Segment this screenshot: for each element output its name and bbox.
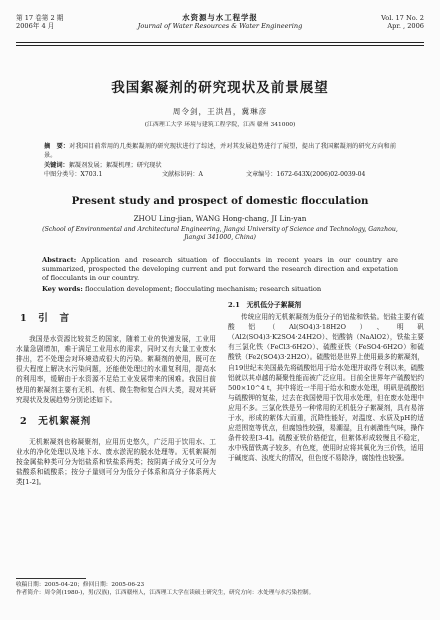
keywords-cn [44,161,396,170]
author-bio: 作者简介：周令剑(1980-)，男(汉族)，江西赣州人，江西理工大学在读硕士研究生，研究方向：水处理与水污染控制。 [16,590,315,597]
body-column-left [16,300,216,487]
article-number: 文章编号：1672-643X(2006)02-0039-04 [246,171,366,178]
keywords-cn-text: 絮凝剂发展；絮凝机理；研究现状 [68,162,162,169]
issue-date: 2006年 4 月 [16,22,55,30]
clc-number: 中图分类号：X703.1 [44,171,103,178]
title-en: Present study and prospect of domestic flocculation [71,195,369,207]
low-molecular-paragraph: 传统应用的无机絮凝剂为低分子的铝盐和铁盐。铝盐主要有硫酸铝（Al(SO4)3·18H2O）、明矾（Al2(SO4)3·K2SO4·24H2O）、铝酸钠（NaAlO2），铁盐主要有三氯化铁（FeCl3·6H2O）、硫酸亚铁（FeSO4·6H2O）和硫酸铁（Fe2(SO4)3·2H2O）。硫酸铝是世界上使用最多的絮凝剂，自19世纪末美国最先将硫酸铝用于给水处理并取得专利以来，硫酸铝就以其卓越的凝聚性能而被广泛应用。目前全世界年产硫酸铝约500×10^4 t，其中将近一半用于给水和废水处理，明矾是硫酸铝与硫酸钾的复盐，过去在我国使用于饮用水处理，但在废水处理中应用不多。三氯化铁是另一种常用的无机低分子絮凝剂，具有易溶于水，形成的絮体大而重，沉降性能好，对温度、水质及pH的适应范围宽等优点，但腐蚀性较强，易潮湿，且有刺激性气味，操作条件较差[3-4]。硫酸亚铁价格便宜，但絮体形成较慢且不稳定，水中残留铁离子较多，有色度，使用时应将其氧化为三价铁，适用于碱度高、浊度大的情况，但色度不易除净，腐蚀性也较强。 [228,313,424,463]
inorganic-paragraph: 无机絮凝剂也称凝聚剂，应用历史悠久，广泛用于饮用水、工业水的净化处理以及地下水、废水淤泥的脱水处理等。无机絮凝剂按金属盐种类可分为铝盐系和铁盐系两类；按阴离子成分又可分为盐酸系和硫酸系；按分子量则可分为低分子体系和高分子体系两大类[1-2]。 [16,437,216,487]
footnote-rule [16,578,86,579]
title-cn: 我国絮凝剂的研究现状及前景展望 [111,80,329,96]
classification-meta [44,170,396,179]
document-code: 文献标识码：A [162,171,203,178]
keywords-en-label: Key words: [42,285,83,293]
keywords-en [42,285,398,294]
header-rule [16,42,424,43]
section-heading-introduction: 1 引 言 [20,313,71,324]
abstract-en-text: Application and research situation of flocculants in recent years in our country are summarized, prospected the developing current and put forward the research direction and expetation of flocculants in our country. [42,256,398,283]
issue-volume: 第 17 卷第 2 期 [16,14,64,22]
authors-en: ZHOU Ling-jian, WANG Hong-chang, JI Lin-yan [133,214,307,223]
affiliation-en: (School of Environmental and Architectural Engineering, Jiangxi University of Science and Technology, Ganzhou, Jiangxi 341000, China) [42,226,398,242]
keywords-cn-label: 关键词： [44,162,69,169]
abstract-en [42,256,398,284]
body-column-right [228,300,424,464]
abstract-cn-label: 摘 要： [44,143,70,150]
journal-name [16,14,424,30]
affiliation-cn: (江西理工大学 环境与建筑工程学院，江西 赣州 341000) [144,122,296,128]
abstract-cn-text: 对我国目前常用的几类絮凝剂的研究现状进行了综述，并对其发展趋势进行了展望，提出了我国絮凝剂的研究方向和前景。 [44,143,397,160]
authors-cn: 周令剑，王洪昌，冀琳彦 [172,107,268,116]
abstract-cn [44,142,396,160]
journal-header [16,14,424,38]
header-rule-thin [16,45,424,46]
section-heading-inorganic: 2 无机絮凝剂 [20,415,92,427]
date-en: Apr. , 2006 [387,22,424,30]
subsection-heading-low-molecular: 2.1 无机低分子絮凝剂 [228,301,301,309]
volume-en: Vol. 17 No. 2 [381,14,424,22]
journal-name-en: Journal of Water Resources & Water Engineering [137,22,303,30]
introduction-paragraph: 我国是水资源比较贫乏的国家，随着工业的快速发展，工业用水量急剧增加，难于满足工业用水的需求，同时又有大量工业废水排出，若不处理会对环境造成很大的污染。絮凝剂的使用，既可在很大程度上解决水污染问题，还能使处理过的水重复利用，提高水的利用率，缓解由于水资源不足给工业发展带来的困难。我国目前使用的絮凝剂主要有无机、有机、微生物和复合四大类，现对其研究现状及发展趋势分别论述如下。 [16,335,216,404]
issue-info-en [381,14,424,30]
keywords-en-text: flocculation development; flocculating mechanism; research situation [84,285,322,293]
journal-name-cn: 水资源与水工程学报 [182,13,258,22]
footnote [16,581,424,597]
received-date: 收稿日期：2005-04-20；修回日期：2005-06-23 [16,582,145,588]
abstract-en-label: Abstract: [42,256,77,264]
